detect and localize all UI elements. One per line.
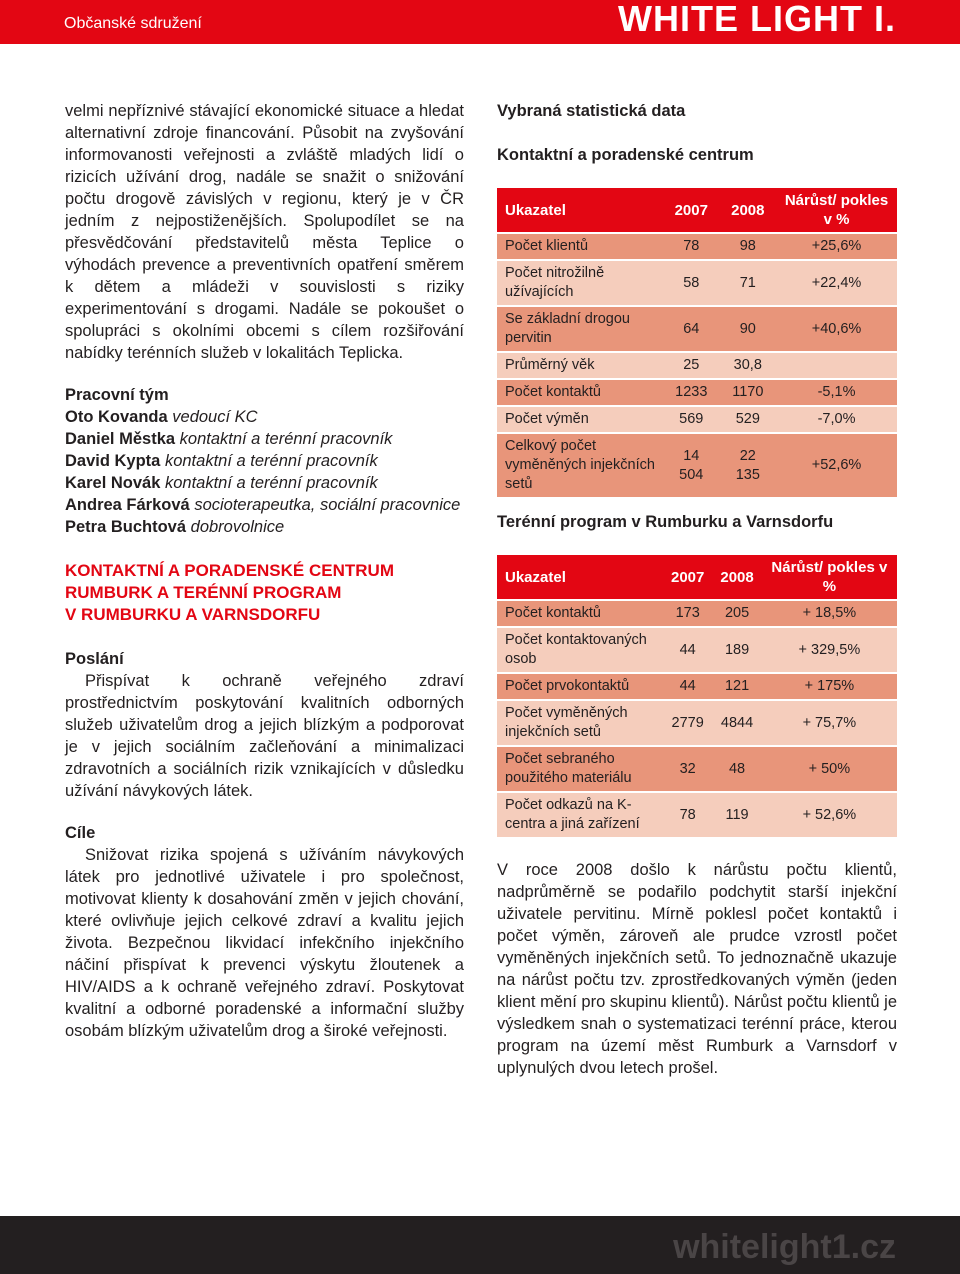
table-cell: 44 (663, 628, 712, 672)
header-cell: 2008 (720, 188, 777, 232)
table-cell: Počet kontaktů (497, 601, 663, 626)
team-member (65, 472, 464, 494)
team-member (65, 428, 464, 450)
table-cell: 1233 (663, 380, 720, 405)
table-cell: Počet odkazů na K-centra a jiná zařízení (497, 793, 663, 837)
header-cell: 2008 (712, 555, 761, 599)
team-member-name: Oto Kovanda (65, 408, 168, 426)
team-member-name: Daniel Městka (65, 430, 176, 448)
team-member (65, 516, 464, 538)
table-row (497, 307, 897, 351)
team-member-role: socioterapeutka, sociální pracovnice (194, 496, 461, 514)
table-cell: 189 (712, 628, 761, 672)
team-member-role: kontaktní a terénní pracovník (179, 430, 393, 448)
table-cell: + 75,7% (762, 701, 897, 745)
table-cell: +52,6% (776, 434, 897, 497)
stats-table-contact-center (497, 186, 897, 499)
website-label: whitelight1.cz (673, 1228, 896, 1266)
right-column (497, 100, 897, 1079)
stats-table-field-program (497, 553, 897, 839)
table-cell: Průměrný věk (497, 353, 663, 378)
team-member (65, 494, 464, 516)
table-row (497, 793, 897, 837)
table-row (497, 701, 897, 745)
table2-title: Terénní program v Rumburku a Varnsdorfu (497, 513, 834, 531)
section-title (65, 560, 464, 626)
table-cell: Celkový počet vyměněných injekčních setů (497, 434, 663, 497)
table-cell: 1170 (720, 380, 777, 405)
table-cell: + 175% (762, 674, 897, 699)
table-cell: 78 (663, 793, 712, 837)
table-cell: +40,6% (776, 307, 897, 351)
team-member (65, 450, 464, 472)
table-cell: + 50% (762, 747, 897, 791)
table-cell: Počet výměn (497, 407, 663, 432)
section-title-line: RUMBURK A TERÉNNÍ PROGRAM (65, 583, 342, 602)
table-cell: 25 (663, 353, 720, 378)
table-header-row (497, 188, 897, 232)
header-bar (0, 0, 960, 44)
intro-paragraph: velmi nepříznivé stávající ekonomické situace a hledat alternativní zdroje financování. Působit na zvyšování informovanosti veřejnosti a zvláště mladých lidí o rizicích užívání drog, nadále se snažit o snižování počtu drogově závislých v regionu, který je v ČR jedním z nejpostiženějších. Spolupodílet se na přesvědčování představitelů města Teplice o výhodách prevence a preventivních opatření směrem k dětem a mládeži v souvislosti s riziky experimentování s drogami. Nadále se pokoušet o spolupráci s okolními obcemi s cílem rozšiřování nabídky terénních služeb v lokalitách Teplicka. (65, 102, 464, 362)
header-cell: Ukazatel (497, 188, 663, 232)
table-cell: 78 (663, 234, 720, 259)
table-cell: Počet nitrožilně užívajících (497, 261, 663, 305)
goals-heading: Cíle (65, 824, 96, 842)
table-cell: 64 (663, 307, 720, 351)
table-cell: 98 (720, 234, 777, 259)
table-cell: -7,0% (776, 407, 897, 432)
table-cell: 90 (720, 307, 777, 351)
table-cell (776, 353, 897, 378)
table-cell: 32 (663, 747, 712, 791)
table-cell: 71 (720, 261, 777, 305)
table-row (497, 434, 897, 497)
team-member-name: Petra Buchtová (65, 518, 187, 536)
table-cell: Se základní drogou pervitin (497, 307, 663, 351)
table-cell: 121 (712, 674, 761, 699)
table-cell: +25,6% (776, 234, 897, 259)
team-list (65, 406, 464, 538)
table-row (497, 380, 897, 405)
table-row (497, 353, 897, 378)
table-cell: Počet sebraného použitého materiálu (497, 747, 663, 791)
table-cell: 119 (712, 793, 761, 837)
left-column (65, 100, 464, 1042)
table-cell: 22 135 (720, 434, 777, 497)
table-cell: 569 (663, 407, 720, 432)
brand-title: WHITE LIGHT I. (618, 0, 896, 39)
goals-text: Snižovat rizika spojená s užíváním návykových látek pro jednotlivé uživatele i pro společnost, motivovat klienty k dosahování změn v jejich chování, které ovlivňuje jejich celkové zdraví a kvalitu jejich života. Bezpečnou likvidací infekčního injekčního náčiní přispívat k prevenci výskytu žloutenek a HIV/AIDS a k ochraně veřejného zdraví. Poskytovat kvalitní a odborné poradenské a informační služby osobám blízkým uživatelům drog a široké veřejnosti. (65, 846, 464, 1040)
table-cell: 2779 (663, 701, 712, 745)
table-cell: +22,4% (776, 261, 897, 305)
table1-title: Kontaktní a poradenské centrum (497, 146, 754, 164)
table-cell: 58 (663, 261, 720, 305)
table-cell: -5,1% (776, 380, 897, 405)
table-cell: 4844 (712, 701, 761, 745)
table-row (497, 628, 897, 672)
team-member-name: David Kypta (65, 452, 161, 470)
table-cell: 529 (720, 407, 777, 432)
header-cell: Nárůst/ pokles v % (762, 555, 897, 599)
table-cell: Počet prvokontaktů (497, 674, 663, 699)
table-cell: Počet klientů (497, 234, 663, 259)
header-cell: 2007 (663, 555, 712, 599)
header-cell: Nárůst/ pokles v % (776, 188, 897, 232)
team-member (65, 406, 464, 428)
footer-bar (0, 1216, 960, 1274)
team-heading: Pracovní tým (65, 386, 169, 404)
table-row (497, 261, 897, 305)
table-cell: 205 (712, 601, 761, 626)
section-title-line: V RUMBURKU A VARNSDORFU (65, 605, 321, 624)
table-cell: 173 (663, 601, 712, 626)
table-cell: + 329,5% (762, 628, 897, 672)
table-row (497, 407, 897, 432)
table-cell: 30,8 (720, 353, 777, 378)
organization-label: Občanské sdružení (64, 15, 202, 32)
header-cell: Ukazatel (497, 555, 663, 599)
table-cell: 44 (663, 674, 712, 699)
team-member-name: Karel Novák (65, 474, 161, 492)
mission-heading: Poslání (65, 650, 124, 668)
team-member-role: dobrovolnice (190, 518, 285, 536)
team-member-role: vedoucí KC (172, 408, 258, 426)
table-row (497, 601, 897, 626)
table-header-row (497, 555, 897, 599)
mission-text: Přispívat k ochraně veřejného zdraví prostřednictvím poskytování kvalitních odborných služeb uživatelům drog a jejich blízkým a podporovat je v jejich sociálním začleňování a minimalizaci zdravotních a sociálních rizik vznikajících v důsledku užívání návykových látek. (65, 672, 464, 800)
team-member-name: Andrea Fárková (65, 496, 190, 514)
table-cell: + 52,6% (762, 793, 897, 837)
team-member-role: kontaktní a terénní pracovník (164, 452, 378, 470)
team-member-role: kontaktní a terénní pracovník (164, 474, 378, 492)
table-row (497, 747, 897, 791)
table-cell: 14 504 (663, 434, 720, 497)
table-row (497, 234, 897, 259)
section-title-line: KONTAKTNÍ A PORADENSKÉ CENTRUM (65, 561, 394, 580)
summary-paragraph: V roce 2008 došlo k nárůstu počtu klientů, nadprůměrně se podařilo podchytit starší injekční uživatele pervitinu. Mírně poklesl počet kontaktů i počet výměn, zároveň ale prudce vzrostl počet vyměněných injekčních setů. To jednoznačně ukazuje na nárůst počtu tzv. zprostředkovaných výměn (jeden klient mění pro skupinu klientů). Nárůst počtu klientů je výsledkem snah o systematizaci terénní práce, kterou program na území měst Rumburk a Varnsdorf v uplynulých dvou letech prošel. (497, 861, 897, 1077)
table-cell: Počet vyměněných injekčních setů (497, 701, 663, 745)
table-cell: Počet kontaktů (497, 380, 663, 405)
table-row (497, 674, 897, 699)
table-cell: 48 (712, 747, 761, 791)
table-cell: Počet kontaktovaných osob (497, 628, 663, 672)
stats-heading: Vybraná statistická data (497, 102, 686, 120)
table-cell: + 18,5% (762, 601, 897, 626)
header-cell: 2007 (663, 188, 720, 232)
